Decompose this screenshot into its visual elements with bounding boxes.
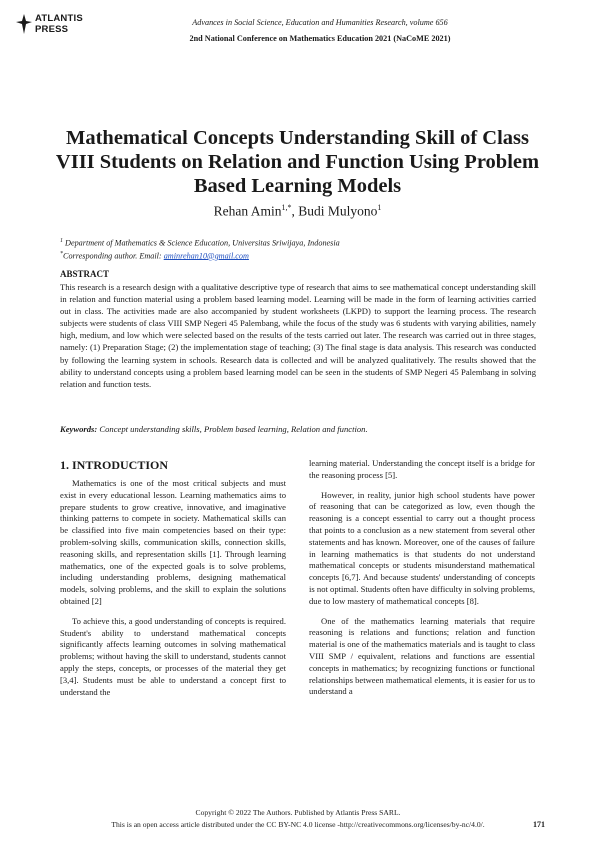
abstract-text: This research is a research design with a qualitative descriptive type of research that aims to see mathematical concept understanding skill in relation and function material using a problem based learning model. Learning will be made in the form of learning activities carried out in class. The activities made are also accompanied by student worksheets (LKPD) to support the learning process. The research subjects were students of class VIII SMP Negeri 45 Palembang, while the focus of the study was 6 students with varying abilities, namely high, medium, and low which were selected based on the results of the tests carried out later. The research was carried out in three stages, namely: (1) Preparation Stage; (2) the implementation stage of teaching; (3) The final stage is data analysis. This research was conducted by following the learning system in schools. Research data is collected and will be analyzed qualitatively. The results showed that the ability to understand concepts using a problem based learning model can be seen in the students of SMP Negeri 45 Palembang in solving relation and function tests. [60,282,536,389]
keywords-label: Keywords: [60,424,98,434]
logo-line-1: ATLANTIS [35,13,83,24]
paragraph: One of the mathematics learning materials that require reasoning is relations and functions; relation and function material is one of the mathematics materials and is taught to class VIII SMP / equivalent, relations and functions are essential concepts in mathematics; by recognizing functions or functional relationships between mathematical elements, it is easier for us to understand a [309,615,535,697]
author-name: Rehan Amin [213,203,282,219]
body-column-right [309,458,535,706]
paper-title: Mathematical Concepts Understanding Skill of Class VIII Students on Relation and Function Using Problem Based Learning Models [55,127,540,197]
affiliation-line [60,236,340,249]
abstract-heading: ABSTRACT [60,269,110,279]
author-affiliation-mark: 1 [377,203,382,212]
affiliation-text: Department of Mathematics & Science Education, Universitas Sriwijaya, Indonesia [63,238,340,248]
author-name: Budi Mulyono [298,203,378,219]
paragraph: learning material. Understanding the concept itself is a bridge for the reasoning process [5]. [309,458,535,480]
affiliation-mark: 1 [60,238,63,244]
corresponding-author-line [60,249,340,262]
logo-line-2: PRESS [35,24,69,35]
running-header-conference: 2nd National Conference on Mathematics Education 2021 (NaCoME 2021) [189,34,451,43]
paragraph: To achieve this, a good understanding of concepts is required. Student's ability to understand mathematical concepts significantly affects learning outcomes in solving mathematical problems; without having the skill to understand, students cannot apply the steps, concepts, or processes of the material they get [3,4]. Students must be able to understand a concept first to understand the [60,615,286,697]
paragraph: Mathematics is one of the most critical subjects and must exist in every educational lesson. Learning mathematics aims to prepare students to grow creative, innovative, and imaginative thinking patterns to compete in society. Mathematical skills can be classified into five main competencies based on their type: problem-solving skills, communication skills, connection skills, reasoning skills, and representation skills [1]. Through learning mathematics, one of the expected goals is to solve problems, including understanding problems, designing mathematical models, solving problems, and the skill to explain the solutions obtained [2] [60,478,286,606]
section-heading-introduction: 1. INTRODUCTION [60,458,169,472]
author-list [100,203,495,220]
corresponding-label: Corresponding author. Email: [63,251,164,261]
body-column-left [60,478,286,706]
author-affiliation-mark: 1,* [281,203,292,212]
keywords-text: Concept understanding skills, Problem based learning, Relation and function. [97,424,368,434]
paragraph: However, in reality, junior high school students have power of reasoning that can be categorized as low, even though the reasoning is a concept essential to carry out a thought process that points to a conclusion as a new statement from several other statements and has known. Moreover, one of the causes of failure in learning mathematics is that students do not understand mathematical concepts or students misunderstand mathematical concepts [6,7]. And because students' understanding of concepts is not optimal. Students often have difficulty in solving problems, due to low mastery of mathematical concepts [8]. [309,489,535,606]
running-header-series: Advances in Social Science, Education and Humanities Research, volume 656 [192,18,448,27]
corresponding-mark: * [60,250,63,257]
atlantis-press-logo [16,13,106,39]
footer-license: This is an open access article distributed under the CC BY-NC 4.0 license -http://creativecommons.org/licenses/by-nc/4.0/. [111,820,485,829]
footer-copyright: Copyright © 2022 The Authors. Published by Atlantis Press SARL. [195,808,401,817]
author-separator: , [291,203,299,219]
page-number: 171 [533,820,545,829]
atlantis-press-logo-icon [16,14,32,34]
email-link[interactable]: aminrehan10@gmail.com [163,251,249,261]
affiliations [60,236,340,261]
keywords [60,424,536,434]
logo-wordmark [35,13,83,35]
